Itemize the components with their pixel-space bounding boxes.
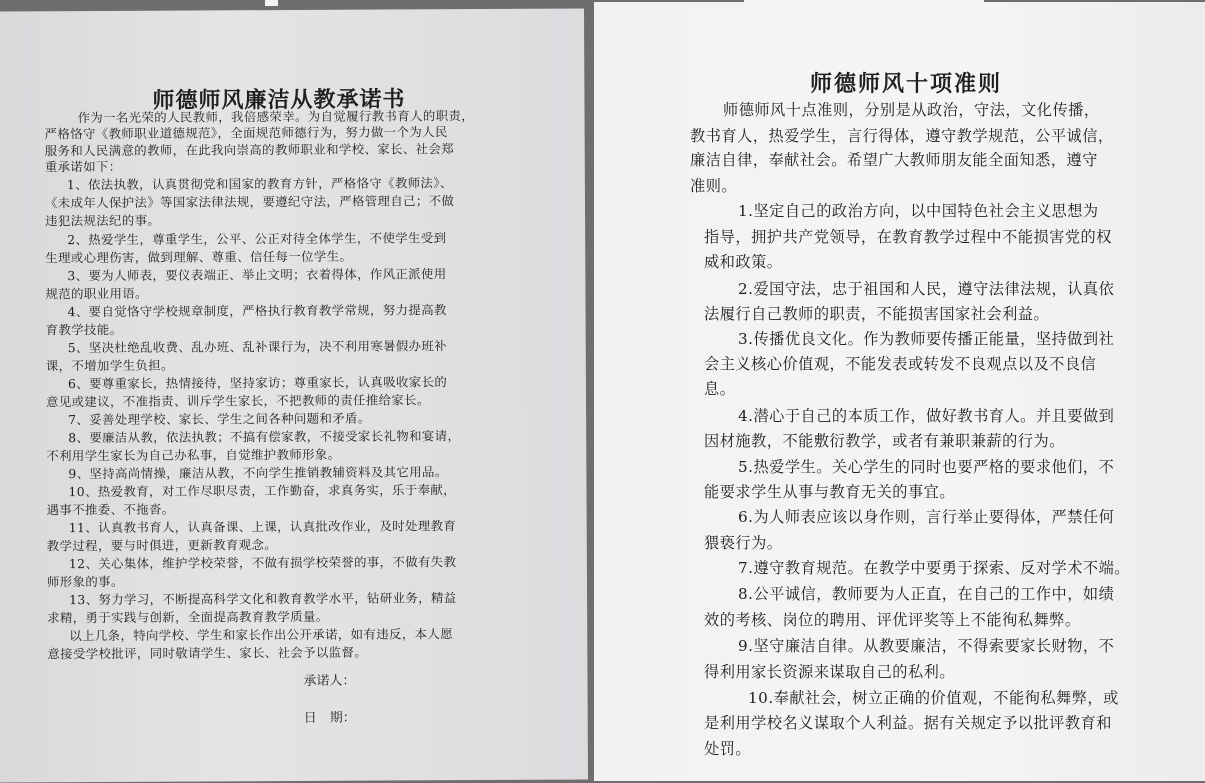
left-text-line: 5、坚决杜绝乱收费、乱办班、乱补课行为，决不利用寒暑假办班补 xyxy=(67,338,447,356)
left-text-line: 6、要尊重家长，热情接待，坚持家访；尊重家长，认真吸收家长的 xyxy=(67,374,448,392)
left-text-line: 《未成年人保护法》等国家法律法规，要遵纪守法，严格管理自己；不做 xyxy=(44,193,455,211)
left-text-line: 不利用学生家长为自己办私事，自觉维护教师形象。 xyxy=(46,446,341,464)
left-text-line: 7、妥善处理学校、家长、学生之间各种问题和矛盾。 xyxy=(68,410,371,428)
left-text-line: 服务和人民满意的教师，在此我向崇高的教师职业和学校、家长、社会郑 xyxy=(44,141,455,159)
right-text-line: 1.坚定自己的政治方向，以中国特色社会主义思想为 xyxy=(738,202,1099,220)
left-text-line: 违犯法规法纪的事。 xyxy=(45,212,161,229)
right-text-line: 会主义核心价值观，不能发表或转发不良观点以及不良信 xyxy=(704,355,1097,373)
left-text-line: 严格恪守《教师职业道德规范》，全面规范师德行为，努力做一个为人民 xyxy=(44,124,448,142)
right-text-line: 廉洁自律，奉献社会。希望广大教师朋友能全面知悉，遵守 xyxy=(690,151,1098,169)
right-text-line: 是利用学校名义谋取个人利益。据有关规定予以批评教育和 xyxy=(704,714,1112,732)
left-text-line: 遇事不推委、不拖沓。 xyxy=(46,501,175,518)
right-text-line: 师德师风十点准则，分别是从政治，守法，文化传播， xyxy=(723,101,1100,119)
right-text-line: 教书育人，热爱学生，言行得体，遵守教学规范，公平诚信， xyxy=(690,127,1114,145)
left-text-line: 育教学技能。 xyxy=(45,321,123,338)
left-text-line: 作为一名光荣的人民教师，我倍感荣幸。为自觉履行教书育人的职责， xyxy=(77,108,475,126)
left-text-line: 生理或心理伤害，做到理解、尊重、信任每一位学生。 xyxy=(45,248,353,266)
right-text-line: 因材施教，不能敷衍教学，或者有兼职兼薪的行为。 xyxy=(704,432,1065,450)
left-text-line: 13、努力学习，不断提高科学文化和教育教学水平，钻研业务，精益 xyxy=(69,590,457,608)
right-text-line: 7.遵守教育规范。在教学中要勇于探索、反对学术不端。 xyxy=(738,559,1130,577)
left-text-line: 课，不增加学生负担。 xyxy=(45,357,174,374)
right-text-line: 3.传播优良文化。作为教师要传播正能量，坚持做到社 xyxy=(738,330,1115,348)
right-text-line: 9.坚守廉洁自律。从教要廉洁，不得索要家长财物，不 xyxy=(738,637,1115,655)
left-text-line: 1、依法执教，认真贯彻党和国家的教育方针，严格恪守《教师法》、 xyxy=(66,175,453,193)
left-text-line: 教学过程，要与时俱进，更新教育观念。 xyxy=(46,537,278,554)
right-text-line: 息。 xyxy=(704,380,736,398)
left-text-line: 12、关心集体，维护学校荣誉，不做有损学校荣誉的事，不做有失教 xyxy=(68,554,457,572)
left-text-line: 师形象的事。 xyxy=(46,573,124,590)
left-text-line: 3、要为人师表，要仪表端正、举止文明；衣着得体，作风正派使用 xyxy=(67,266,447,284)
pledge-page xyxy=(0,8,588,782)
left-text-line: 2、热爱学生，尊重学生，公平、公正对待全体学生，不使学生受到 xyxy=(67,230,447,248)
right-text-line: 10.奉献社会，树立正确的价值观，不能徇私舞弊，或 xyxy=(748,689,1119,707)
paper-scrap xyxy=(265,0,278,6)
left-text-line: 规范的职业用语。 xyxy=(45,285,148,302)
right-text-line: 威和政策。 xyxy=(704,253,783,271)
right-text-line: 处罚。 xyxy=(704,740,752,758)
right-text-line: 能要求学生从事与教育无关的事宜。 xyxy=(704,483,955,501)
left-text-line: 求精，勇于实践与创新，全面提高教育教学质量。 xyxy=(47,608,329,626)
left-text-line: 意见或建议，不准指责、训斥学生家长，不把教师的责任推给家长。 xyxy=(45,392,430,410)
right-text-line: 猥亵行为。 xyxy=(704,534,783,552)
left-text-line: 10、热爱教育，对工作尽职尽责，工作勤奋，求真务实，乐于奉献， xyxy=(68,482,457,500)
date-label: 日 期： xyxy=(303,710,356,726)
left-text-line: 8、要廉洁从教，依法执教；不搞有偿家教，不接受家长礼物和宴请， xyxy=(68,428,461,446)
right-text-line: 指导，拥护共产党领导，在教育教学过程中不能损害党的权 xyxy=(704,228,1112,246)
right-text-line: 8.公平诚信，教师要为人正直，在自己的工作中，如绩 xyxy=(738,585,1115,603)
left-text-line: 4、要自觉恪守学校规章制度，严格执行教育教学常规，努力提高教 xyxy=(67,302,447,320)
left-text-line: 意接受学校批评，同时敬请学生、家长、社会予以监督。 xyxy=(47,644,368,662)
right-text-line: 2.爱国守法，忠于祖国和人民，遵守法律法规，认真依 xyxy=(738,280,1115,298)
right-text-line: 5.热爱学生。关心学生的同时也要严格的要求他们，不 xyxy=(738,458,1115,476)
guidelines-page xyxy=(594,2,1205,781)
signer-label: 承诺人： xyxy=(303,673,356,689)
right-text-line: 效的考核、岗位的聘用、评优评奖等上不能徇私舞弊。 xyxy=(704,611,1081,629)
left-text-line: 以上几条，特向学校、学生和家长作出公开承诺，如有违反，本人愿 xyxy=(69,626,454,644)
right-text-line: 准则。 xyxy=(690,177,738,195)
guidelines-title: 师德师风十项准则 xyxy=(810,71,1003,97)
left-text-line: 11、认真教书育人，认真备课、上课，认真批改作业，及时处理教育 xyxy=(68,518,457,536)
pledge-title: 师德师风廉洁从教承诺书 xyxy=(152,86,406,114)
right-text-line: 得利用家长资源来谋取自己的私利。 xyxy=(704,663,955,681)
left-text-line: 9、坚持高尚情操，廉洁从教，不向学生推销教辅资料及其它用品。 xyxy=(68,464,448,482)
right-text-line: 6.为人师表应该以身作则，言行举止要得体，严禁任何 xyxy=(738,508,1115,526)
left-text-line: 重承诺如下： xyxy=(44,158,122,175)
right-text-line: 法履行自己教师的职责，不能损害国家社会利益。 xyxy=(704,305,1050,323)
right-text-line: 4.潜心于自己的本质工作，做好教书育人。并且要做到 xyxy=(738,407,1115,425)
